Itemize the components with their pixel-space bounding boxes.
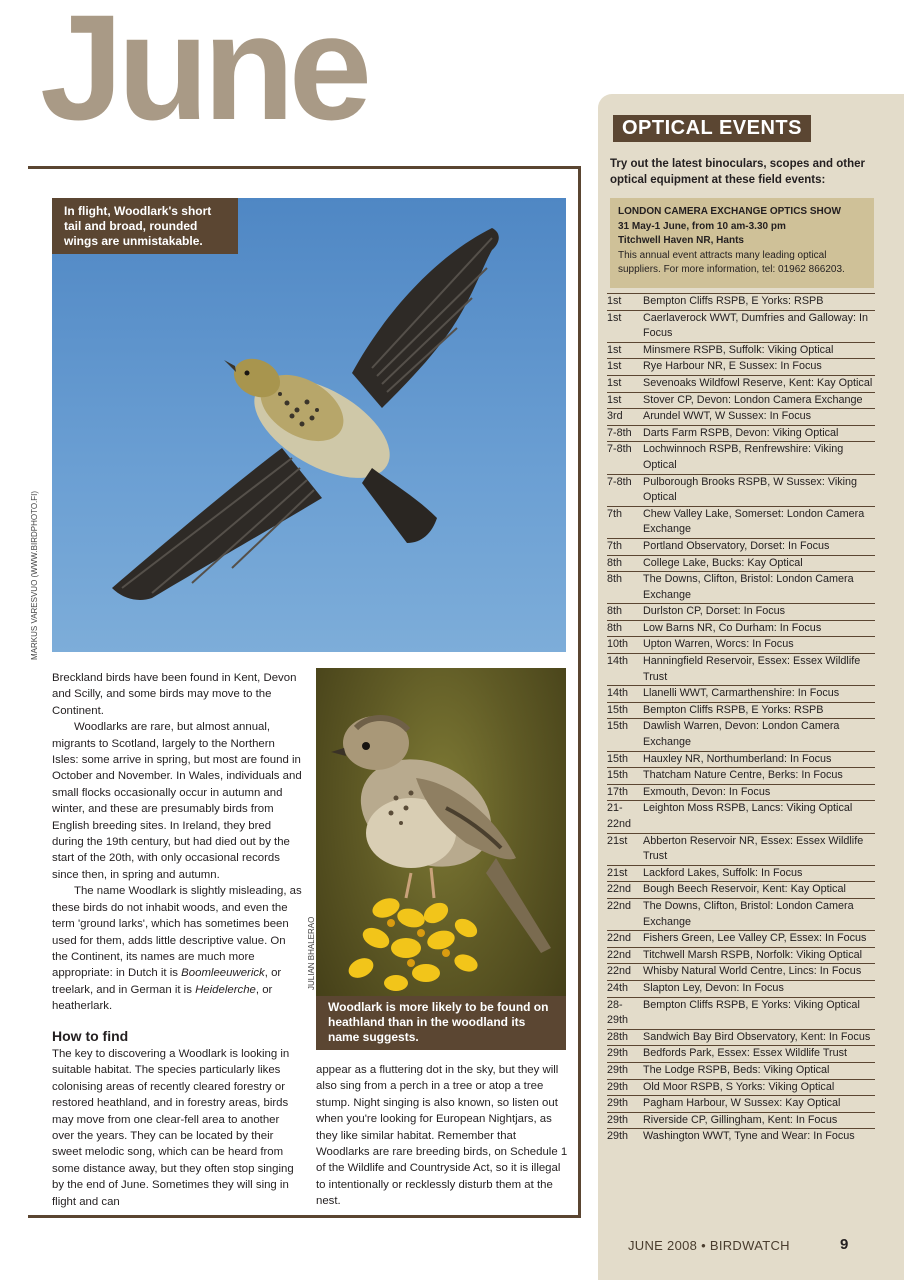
event-text: Bempton Cliffs RSPB, E Yorks: RSPB bbox=[643, 295, 824, 307]
event-text: Portland Observatory, Dorset: In Focus bbox=[643, 539, 830, 552]
event-row bbox=[607, 1095, 875, 1112]
article-paragraph: appear as a fluttering dot in the sky, but they will also sing from a perch in a tree or atop a tree stump. Night singing is also known, so listen out when you're looking for European Nightjars, as they like similar habitat. Remember that Woodlarks are rare breeding birds, on Schedule 1 of the Wildlife and Countryside Act, so it is illegal to intentionally or recklessly disturb them at the nest. bbox=[316, 1064, 568, 1208]
event-text: The Downs, Clifton, Bristol: London Camera Exchange bbox=[643, 573, 854, 601]
event-date: 1st bbox=[607, 295, 622, 307]
event-row bbox=[607, 538, 875, 555]
woodlark-perched-illustration bbox=[316, 668, 566, 1048]
event-date: 22nd bbox=[607, 899, 632, 912]
dutch-name: Boomleeuwerick bbox=[181, 967, 265, 980]
show-description: This annual event attracts many leading optical suppliers. For more information, tel: 01962 866203. bbox=[618, 249, 845, 275]
optical-events-intro: Try out the latest binoculars, scopes and other optical equipment at these field events: bbox=[610, 158, 865, 186]
event-text: Old Moor RSPB, S Yorks: Viking Optical bbox=[643, 1080, 835, 1093]
issue-footer: JUNE 2008 • BIRDWATCH bbox=[628, 1238, 790, 1253]
event-date: 29th bbox=[607, 1113, 629, 1126]
event-row bbox=[607, 1029, 875, 1046]
event-row bbox=[607, 963, 875, 980]
event-row bbox=[607, 506, 875, 538]
event-row bbox=[607, 685, 875, 702]
show-venue: Titchwell Haven NR, Hants bbox=[618, 235, 744, 246]
event-row bbox=[607, 997, 875, 1029]
event-date: 8th bbox=[607, 573, 623, 586]
article-paragraph: The key to discovering a Woodlark is looking in suitable habitat. The species particularly likes colonising areas of recently cleared forestry or restored heathland, and in forestry areas, birds may move from one clear-fell area to another over the years. They can be located by their sweet melodic song, which can be heard from some distance away, but they often stop singing by the end of June. Sometimes they will sing in flight and can bbox=[52, 1048, 294, 1208]
event-date: 28-29th bbox=[607, 998, 629, 1027]
event-date: 29th bbox=[607, 1063, 629, 1076]
event-date: 7-8th bbox=[607, 426, 632, 439]
article-paragraph: Breckland birds have been found in Kent, Devon and Scilly, and some birds may move to the Continent. bbox=[52, 672, 297, 717]
event-text: Leighton Moss RSPB, Lancs: Viking Optical bbox=[643, 802, 853, 815]
event-text: Arundel WWT, W Sussex: In Focus bbox=[643, 410, 811, 423]
event-text: Minsmere RSPB, Suffolk: Viking Optical bbox=[643, 343, 834, 356]
woodlark-flight-illustration bbox=[52, 198, 566, 652]
event-text: Hauxley NR, Northumberland: In Focus bbox=[643, 752, 832, 765]
event-date: 22nd bbox=[607, 965, 632, 978]
event-date: 8th bbox=[607, 605, 623, 618]
optical-events-heading: OPTICAL EVENTS bbox=[613, 115, 811, 142]
event-text: Washington WWT, Tyne and Wear: In Focus bbox=[643, 1130, 855, 1143]
event-text: Riverside CP, Gillingham, Kent: In Focus bbox=[643, 1113, 838, 1126]
event-date: 1st bbox=[607, 393, 622, 406]
photo1-caption: In flight, Woodlark's short tail and broad, rounded wings are unmistakable. bbox=[52, 198, 238, 254]
event-text: Abberton Reservoir NR, Essex: Essex Wildlife Trust bbox=[643, 834, 864, 863]
event-date: 15th bbox=[607, 720, 629, 733]
event-text: Slapton Ley, Devon: In Focus bbox=[643, 981, 784, 994]
how-to-find-heading: How to find bbox=[52, 1028, 129, 1044]
event-row bbox=[607, 1045, 875, 1062]
event-row bbox=[607, 425, 875, 442]
event-date: 14th bbox=[607, 655, 629, 668]
article-column-right-bottom bbox=[316, 1062, 568, 1210]
event-row bbox=[607, 980, 875, 997]
event-row bbox=[607, 767, 875, 784]
event-text: Stover CP, Devon: London Camera Exchange bbox=[643, 393, 863, 406]
optics-show-box bbox=[610, 198, 874, 288]
event-row bbox=[607, 1062, 875, 1079]
event-text: Caerlaverock WWT, Dumfries and Galloway: In Focus bbox=[643, 311, 868, 340]
event-row bbox=[607, 375, 875, 392]
event-text: Rye Harbour NR, E Sussex: In Focus bbox=[643, 360, 822, 373]
event-date: 8th bbox=[607, 621, 623, 634]
event-date: 3rd bbox=[607, 410, 623, 423]
event-text: Lackford Lakes, Suffolk: In Focus bbox=[643, 866, 803, 879]
event-text: Low Barns NR, Co Durham: In Focus bbox=[643, 621, 822, 634]
misleading-text-start: The name Woodlark is slightly misleading, as these birds do not inhabit woods, and even the term 'ground larks', which has sometimes been used for them, adds little descriptive value. On the Continent, its names are much more appropriate: in Dutch it is bbox=[52, 885, 302, 980]
event-row bbox=[607, 898, 875, 930]
event-row bbox=[607, 865, 875, 882]
photo1-credit: MARKUS VARESVUO (WWW.BIRDPHOTO.FI) bbox=[30, 490, 39, 660]
event-text: Titchwell Marsh RSPB, Norfolk: Viking Optical bbox=[643, 948, 863, 961]
event-date: 15th bbox=[607, 703, 629, 716]
event-date: 8th bbox=[607, 556, 623, 569]
event-date: 21st bbox=[607, 834, 628, 847]
page-title: June bbox=[40, 0, 367, 151]
event-text: The Downs, Clifton, Bristol: London Camera Exchange bbox=[643, 899, 854, 928]
event-row bbox=[607, 555, 875, 572]
show-title: LONDON CAMERA EXCHANGE OPTICS SHOW bbox=[618, 206, 841, 217]
event-row bbox=[607, 1128, 875, 1145]
event-text: Thatcham Nature Centre, Berks: In Focus bbox=[643, 769, 843, 782]
event-date: 29th bbox=[607, 1047, 629, 1060]
event-row bbox=[607, 310, 875, 342]
event-date: 22nd bbox=[607, 948, 632, 961]
event-date: 14th bbox=[607, 687, 629, 700]
event-row bbox=[607, 441, 875, 473]
event-date: 15th bbox=[607, 769, 629, 782]
event-date: 1st bbox=[607, 376, 622, 389]
article-paragraph: Woodlarks are rare, but almost annual, migrants to Scotland, largely to the Northern Isles: some arrive in spring, but most are found in October and November. In Wales, individuals and small flocks occasionally occur in autumn and winter, and these are presumably birds from English breeding sites. In Ireland, they bred during the 19th century, but had died out by the start of the 20th, with only occasional records since then, in spring and autumn. bbox=[52, 721, 302, 881]
event-date: 29th bbox=[607, 1080, 629, 1093]
event-row bbox=[607, 620, 875, 637]
event-text: The Lodge RSPB, Beds: Viking Optical bbox=[643, 1063, 830, 1076]
event-row bbox=[607, 603, 875, 620]
misleading-text-end: , or heatherlark. bbox=[52, 983, 273, 1013]
event-row bbox=[607, 751, 875, 768]
event-row bbox=[607, 784, 875, 801]
event-row bbox=[607, 392, 875, 409]
event-text: Bempton Cliffs RSPB, E Yorks: RSPB bbox=[643, 703, 824, 716]
event-row bbox=[607, 833, 875, 865]
article-paragraph bbox=[52, 883, 304, 1014]
event-text: Whisby Natural World Centre, Lincs: In Focus bbox=[643, 965, 862, 978]
event-date: 29th bbox=[607, 1097, 629, 1110]
event-text: Chew Valley Lake, Somerset: London Camera Exchange bbox=[643, 507, 865, 536]
event-row bbox=[607, 571, 875, 603]
event-text: College Lake, Bucks: Kay Optical bbox=[643, 556, 803, 569]
event-row bbox=[607, 293, 875, 310]
event-row bbox=[607, 800, 875, 832]
event-row bbox=[607, 702, 875, 719]
event-row bbox=[607, 653, 875, 685]
event-text: Bempton Cliffs RSPB, E Yorks: Viking Optical bbox=[643, 998, 860, 1011]
event-date: 21-22nd bbox=[607, 802, 632, 830]
event-date: 1st bbox=[607, 360, 622, 373]
event-text: Pagham Harbour, W Sussex: Kay Optical bbox=[643, 1097, 841, 1110]
event-date: 22nd bbox=[607, 932, 632, 945]
event-text: Pulborough Brooks RSPB, W Sussex: Viking Optical bbox=[643, 475, 858, 504]
event-text: Lochwinnoch RSPB, Renfrewshire: Viking Optical bbox=[643, 443, 844, 471]
event-date: 7-8th bbox=[607, 475, 632, 488]
event-date: 1st bbox=[607, 343, 622, 356]
event-text: Bedfords Park, Essex: Essex Wildlife Trust bbox=[643, 1047, 848, 1060]
event-date: 24th bbox=[607, 981, 629, 994]
event-date: 10th bbox=[607, 638, 629, 651]
article-column-left-top bbox=[52, 670, 304, 1015]
event-row bbox=[607, 342, 875, 359]
article-column-left-bottom bbox=[52, 1046, 304, 1210]
event-text: Hanningfield Reservoir, Essex: Essex Wildlife Trust bbox=[643, 655, 861, 683]
event-date: 1st bbox=[607, 311, 622, 324]
event-date: 17th bbox=[607, 785, 629, 798]
event-text: Fishers Green, Lee Valley CP, Essex: In Focus bbox=[643, 932, 867, 945]
event-text: Exmouth, Devon: In Focus bbox=[643, 785, 771, 798]
event-text: Darts Farm RSPB, Devon: Viking Optical bbox=[643, 426, 839, 439]
german-name: Heidelerche bbox=[195, 983, 256, 996]
event-date: 29th bbox=[607, 1130, 629, 1143]
photo2-caption: Woodlark is more likely to be found on heathland than in the woodland its name suggests. bbox=[316, 996, 566, 1050]
event-row bbox=[607, 947, 875, 964]
event-text: Durlston CP, Dorset: In Focus bbox=[643, 605, 786, 618]
misleading-text-mid: , or treelark, and in German it is bbox=[52, 967, 282, 996]
photo2-credit: JULIAN BHALERAO bbox=[307, 916, 316, 990]
page-number: 9 bbox=[840, 1236, 849, 1253]
event-date: 28th bbox=[607, 1030, 629, 1043]
events-list bbox=[607, 293, 875, 1145]
event-date: 7-8th bbox=[607, 443, 632, 456]
event-text: Upton Warren, Worcs: In Focus bbox=[643, 638, 794, 651]
event-date: 7th bbox=[607, 539, 623, 552]
event-row bbox=[607, 358, 875, 375]
event-text: Dawlish Warren, Devon: London Camera Exchange bbox=[643, 720, 840, 749]
event-date: 7th bbox=[607, 507, 623, 520]
woodlark-flight-photo bbox=[52, 198, 566, 652]
event-row bbox=[607, 474, 875, 506]
event-date: 22nd bbox=[607, 883, 632, 896]
event-row bbox=[607, 1079, 875, 1096]
show-dates: 31 May-1 June, from 10 am-3.30 pm bbox=[618, 220, 786, 232]
event-row bbox=[607, 1112, 875, 1129]
event-row bbox=[607, 930, 875, 947]
event-text: Llanelli WWT, Carmarthenshire: In Focus bbox=[643, 687, 840, 700]
event-date: 21st bbox=[607, 866, 628, 879]
event-date: 15th bbox=[607, 752, 629, 765]
event-row bbox=[607, 636, 875, 653]
event-text: Sandwich Bay Bird Observatory, Kent: In Focus bbox=[643, 1030, 871, 1043]
event-row bbox=[607, 718, 875, 750]
event-row bbox=[607, 408, 875, 425]
event-text: Sevenoaks Wildfowl Reserve, Kent: Kay Optical bbox=[643, 376, 873, 389]
woodlark-perched-photo bbox=[316, 668, 566, 1048]
event-row bbox=[607, 881, 875, 898]
event-text: Bough Beech Reservoir, Kent: Kay Optical bbox=[643, 883, 846, 896]
